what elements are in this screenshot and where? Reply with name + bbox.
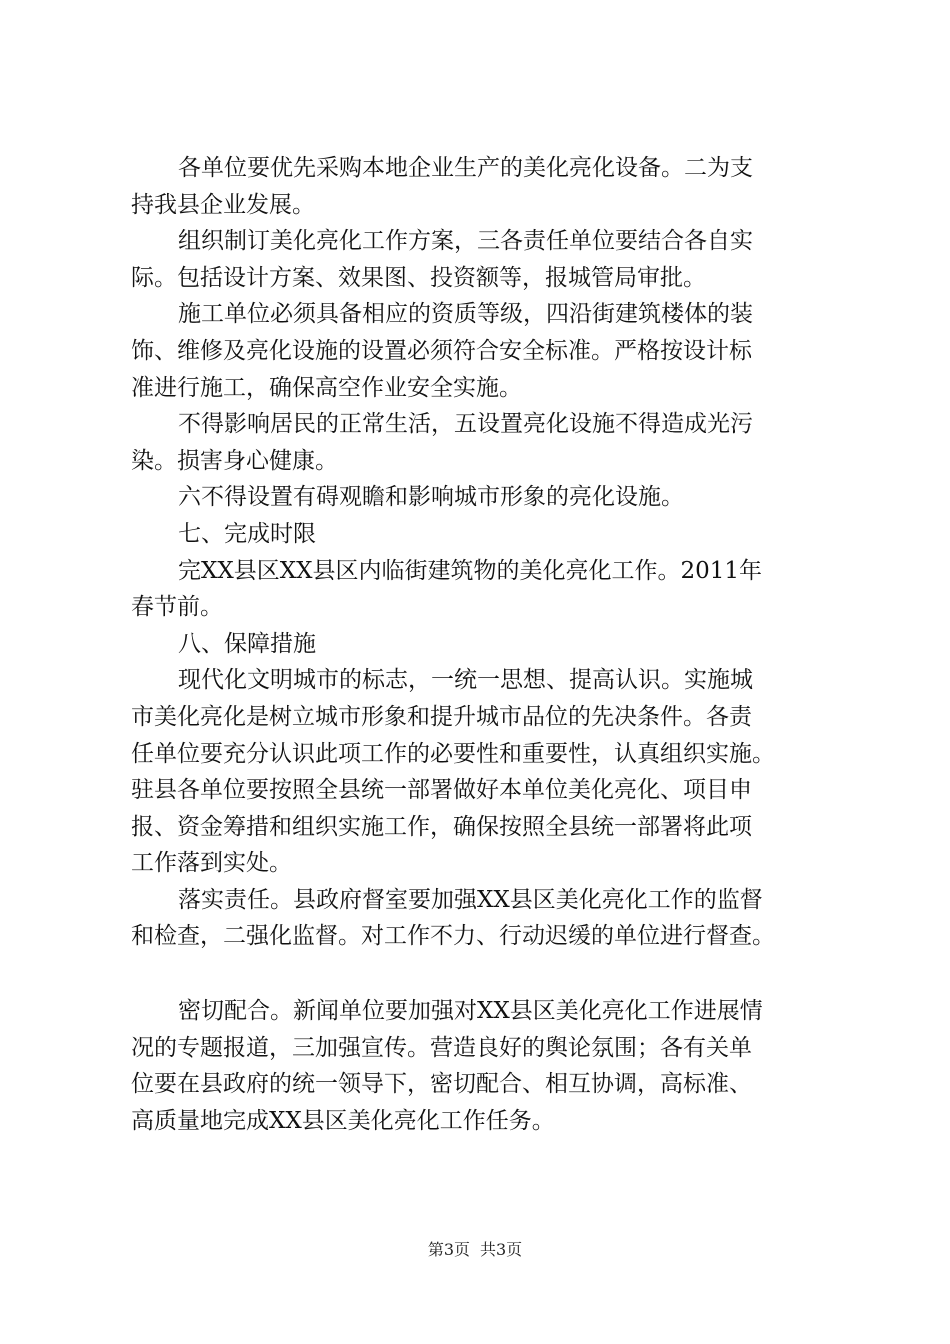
- paragraph-gap: [131, 955, 851, 993]
- paragraph-line: 落实责任。县政府督室要加强XX县区美化亮化工作的监督: [178, 886, 763, 913]
- paragraph-line: 施工单位必须具备相应的资质等级，四沿街建筑楼体的装: [178, 301, 753, 328]
- paragraph-line: 组织制订美化亮化工作方案，三各责任单位要结合各自实: [178, 228, 753, 255]
- page-number: 第3页: [427, 1240, 470, 1259]
- paragraph-line: 各单位要优先采购本地企业生产的美化亮化设备。二为支: [178, 155, 753, 181]
- paragraph-line: 春节前。: [131, 594, 223, 621]
- paragraph-line: 高质量地完成XX县区美化亮化工作任务。: [131, 1107, 555, 1134]
- paragraph-line: 驻县各单位要按照全县统一部署做好本单位美化亮化、项目申: [131, 777, 752, 804]
- paragraph-line: 六不得设置有碍观瞻和影响城市形象的亮化设施。: [178, 484, 684, 511]
- paragraph-line: 市美化亮化是树立城市形象和提升城市品位的先决条件。各责: [131, 703, 752, 730]
- paragraph-line: 不得影响居民的正常生活，五设置亮化设施不得造成光污: [178, 411, 753, 438]
- paragraph-line: 工作落到实处。: [131, 850, 292, 877]
- paragraph-line: 和检查，二强化监督。对工作不力、行动迟缓的单位进行督查。: [131, 923, 775, 950]
- document-body: [131, 150, 851, 1139]
- paragraph-line: 位要在县政府的统一领导下，密切配合、相互协调，高标准、: [131, 1071, 752, 1098]
- page-total: 共3页: [480, 1240, 523, 1259]
- paragraph-line: 准进行施工，确保高空作业安全实施。: [131, 374, 522, 401]
- paragraph-line: 染。损害身心健康。: [131, 447, 338, 474]
- paragraph-line: 际。包括设计方案、效果图、投资额等，报城管局审批。: [131, 264, 706, 291]
- paragraph-line: 饰、维修及亮化设施的设置必须符合安全标准。严格按设计标: [131, 337, 752, 364]
- paragraph-line: 密切配合。新闻单位要加强对XX县区美化亮化工作进展情: [178, 998, 763, 1025]
- paragraph-line: 现代化文明城市的标志，一统一思想、提高认识。实施城: [178, 667, 753, 694]
- paragraph-line: 况的专题报道，三加强宣传。营造良好的舆论氛围；各有关单: [131, 1034, 752, 1061]
- paragraph-line: 完XX县区XX县区内临街建筑物的美化亮化工作。2011年: [178, 557, 763, 584]
- paragraph-line: 任单位要充分认识此项工作的必要性和重要性，认真组织实施。: [131, 740, 775, 767]
- page-footer: [0, 1240, 950, 1260]
- section-heading: 八、保障措施: [178, 630, 316, 657]
- section-heading: 七、完成时限: [178, 520, 316, 547]
- paragraph-line: 持我县企业发展。: [131, 191, 315, 218]
- paragraph-line: 报、资金筹措和组织实施工作，确保按照全县统一部署将此项: [131, 813, 752, 840]
